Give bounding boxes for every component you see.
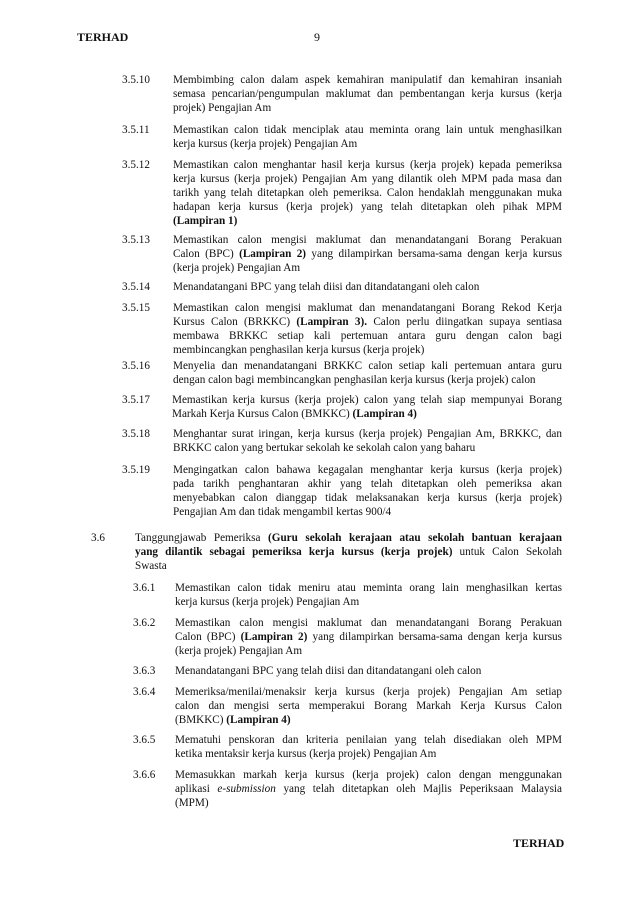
text-line: Pengajian Am dan tidak mengambil kertas 900/4 bbox=[173, 506, 392, 518]
clause-text bbox=[173, 427, 562, 455]
clause-number: 3.5.13 bbox=[122, 234, 150, 246]
clause-text bbox=[173, 359, 562, 387]
text-line: Menyelia dan menandatangani BRKKC calon setiap kali pertemuan antara guru bbox=[173, 360, 562, 372]
text-line: kerja kursus (kerja projek) Pengajian Am yang dilantik oleh MPM pada masa dan bbox=[173, 173, 562, 185]
text-line: ketika mentaksir kerja kursus (kerja projek) Pengajian Am bbox=[175, 748, 437, 760]
text-line: Membimbing calon dalam aspek kemahiran manipulatif dan kemahiran insaniah bbox=[173, 74, 562, 86]
clause-number: 3.5.17 bbox=[122, 394, 150, 406]
footer-classification: TERHAD bbox=[513, 836, 565, 850]
text-line: Menghantar surat iringan, kerja kursus (kerja projek) Pengajian Am, BRKKC, dan bbox=[173, 428, 562, 440]
clause-3-5-12 bbox=[122, 158, 562, 230]
text-line: (kerja projek) Pengajian Am bbox=[173, 262, 301, 274]
clause-text bbox=[175, 733, 562, 761]
text-line: Menandatangani BPC yang telah diisi dan ditandatangani oleh calon bbox=[175, 665, 482, 677]
text-line: Memasukkan markah kerja kursus (kerja projek) calon dengan menggunakan bbox=[175, 769, 562, 781]
text-line: aplikasi e-submission yang telah ditetapkan oleh Majlis Peperiksaan Malaysia bbox=[175, 783, 562, 795]
text-line: BRKKC calon yang bertukar sekolah ke sekolah calon yang baharu bbox=[173, 442, 476, 454]
text-line: Tanggungjawab Pemeriksa (Guru sekolah kerajaan atau sekolah bantuan kerajaan bbox=[135, 532, 562, 544]
clause-3-6-4 bbox=[133, 685, 562, 729]
text-line: Memastikan calon tidak meniru atau meminta orang lain menghasilkan kertas bbox=[175, 582, 562, 594]
clause-text bbox=[175, 685, 562, 727]
text-line: menyebabkan calon dianggap tidak melaksanakan kerja kursus (kerja projek) bbox=[173, 492, 562, 504]
text-line: (BMKKC) (Lampiran 4) bbox=[175, 714, 291, 726]
clause-3-6-5 bbox=[133, 733, 562, 763]
clause-number: 3.5.11 bbox=[122, 124, 150, 136]
page-number: 9 bbox=[314, 30, 320, 44]
clause-number: 3.5.19 bbox=[122, 464, 150, 476]
text-line: (Lampiran 1) bbox=[173, 215, 238, 227]
text-line: Memastikan kerja kursus (kerja projek) calon yang telah siap mempunyai Borang bbox=[172, 394, 562, 406]
clause-text bbox=[173, 123, 562, 151]
clause-3-5-17 bbox=[122, 393, 562, 423]
clause-number: 3.5.18 bbox=[122, 428, 150, 440]
clause-3-6-2 bbox=[133, 616, 562, 660]
clause-text bbox=[173, 463, 562, 519]
clause-text bbox=[172, 393, 562, 421]
text-line: Menandatangani BPC yang telah diisi dan ditandatangani oleh calon bbox=[173, 281, 480, 293]
clause-number: 3.6.2 bbox=[133, 617, 156, 629]
clause-text bbox=[173, 280, 562, 294]
clause-number: 3.6.5 bbox=[133, 734, 156, 746]
clause-3-6 bbox=[91, 531, 562, 575]
text-line: yang dilantik sebagai pemeriksa kerja kursus (kerja projek) untuk Calon Sekolah bbox=[135, 546, 563, 558]
clause-text bbox=[173, 158, 562, 228]
clause-number: 3.5.12 bbox=[122, 159, 150, 171]
text-line: membawa BRKKC setiap kali pertemuan antara guru dengan calon bagi bbox=[173, 330, 562, 342]
clause-3-5-13 bbox=[122, 233, 562, 277]
text-line: Mengingatkan calon bahawa kegagalan menghantar kerja kursus (kerja projek) bbox=[173, 464, 562, 476]
clause-3-5-15 bbox=[122, 301, 562, 359]
clause-3-5-18 bbox=[122, 427, 562, 457]
text-line: kerja kursus (kerja projek) Pengajian Am bbox=[173, 138, 358, 150]
text-line: Calon (BPC) (Lampiran 2) yang dilampirkan bersama-sama dengan kerja kursus bbox=[173, 248, 562, 260]
header-classification: TERHAD bbox=[77, 30, 129, 44]
text-line: hadapan kerja kursus (kerja projek) yang telah ditetapkan oleh pihak MPM bbox=[173, 201, 562, 213]
clause-text bbox=[175, 768, 562, 810]
text-line: Markah Kerja Kursus Calon (BMKKC) (Lampiran 4) bbox=[172, 408, 417, 420]
clause-number: 3.6 bbox=[91, 532, 105, 544]
clause-text bbox=[135, 531, 562, 573]
text-line: Swasta bbox=[135, 560, 167, 572]
clause-3-5-19 bbox=[122, 463, 562, 521]
clause-number: 3.6.6 bbox=[133, 769, 156, 781]
text-line: dengan calon bagi membincangkan penghasilan kerja kursus (kerja projek) calon bbox=[173, 374, 536, 386]
text-line: pada tarikh penghantaran akhir yang telah ditetapkan oleh pemeriksa akan bbox=[173, 478, 562, 490]
text-line: Memastikan calon mengisi maklumat dan menandatangani Borang Rekod Kerja bbox=[173, 302, 562, 314]
clause-number: 3.5.16 bbox=[122, 360, 150, 372]
clause-text bbox=[175, 581, 562, 609]
clause-number: 3.6.1 bbox=[133, 582, 156, 594]
text-line: Calon (BPC) (Lampiran 2) yang dilampirkan bersama-sama dengan kerja kursus bbox=[175, 631, 563, 643]
text-line: (kerja projek) Pengajian Am bbox=[175, 645, 303, 657]
text-line: calon dan mengisi serta memperakui Borang Markah Kerja Kursus Calon bbox=[175, 700, 562, 712]
clause-3-5-14 bbox=[122, 280, 562, 296]
clause-number: 3.6.4 bbox=[133, 686, 156, 698]
clause-3-6-6 bbox=[133, 768, 562, 812]
text-line: Memeriksa/menilai/menaksir kerja kursus (kerja projek) Pengajian Am setiap bbox=[175, 686, 562, 698]
clause-text bbox=[175, 664, 562, 678]
text-line: (MPM) bbox=[175, 797, 209, 809]
clause-text bbox=[173, 73, 562, 115]
text-line: Memastikan calon tidak menciplak atau meminta orang lain untuk menghasilkan bbox=[173, 124, 562, 136]
clause-number: 3.5.15 bbox=[122, 302, 150, 314]
clause-3-6-3 bbox=[133, 664, 562, 680]
clause-number: 3.5.14 bbox=[122, 281, 150, 293]
text-line: Mematuhi penskoran dan kriteria penilaian yang telah disediakan oleh MPM bbox=[175, 734, 562, 746]
text-line: tarikh yang telah ditetapkan oleh pemeriksa. Calon hendaklah menggunakan muka bbox=[173, 187, 562, 199]
text-line: Memastikan calon menghantar hasil kerja kursus (kerja projek) kepada pemeriksa bbox=[173, 159, 562, 171]
text-line: Memastikan calon mengisi maklumat dan menandatangani Borang Perakuan bbox=[175, 617, 562, 629]
text-line: projek) Pengajian Am bbox=[173, 102, 272, 114]
text-line: semasa pencarian/pengumpulan maklumat dan pembentangan kerja kursus (kerja bbox=[173, 88, 562, 100]
clause-3-6-1 bbox=[133, 581, 562, 611]
clause-3-5-11 bbox=[122, 123, 562, 153]
clause-text bbox=[175, 616, 562, 658]
text-line: membincangkan penghasilan kerja kursus (kerja projek) bbox=[173, 344, 425, 356]
text-line: Memastikan calon mengisi maklumat dan menandatangani Borang Perakuan bbox=[173, 234, 562, 246]
clause-text bbox=[173, 301, 562, 357]
clause-number: 3.6.3 bbox=[133, 665, 156, 677]
clause-number: 3.5.10 bbox=[122, 74, 150, 86]
text-line: kerja kursus (kerja projek) Pengajian Am bbox=[175, 596, 360, 608]
clause-3-5-10 bbox=[122, 73, 562, 117]
clause-text bbox=[173, 233, 562, 275]
clause-3-5-16 bbox=[122, 359, 562, 389]
text-line: Kursus Calon (BRKKC) (Lampiran 3). Calon perlu diingatkan supaya sentiasa bbox=[173, 316, 563, 328]
